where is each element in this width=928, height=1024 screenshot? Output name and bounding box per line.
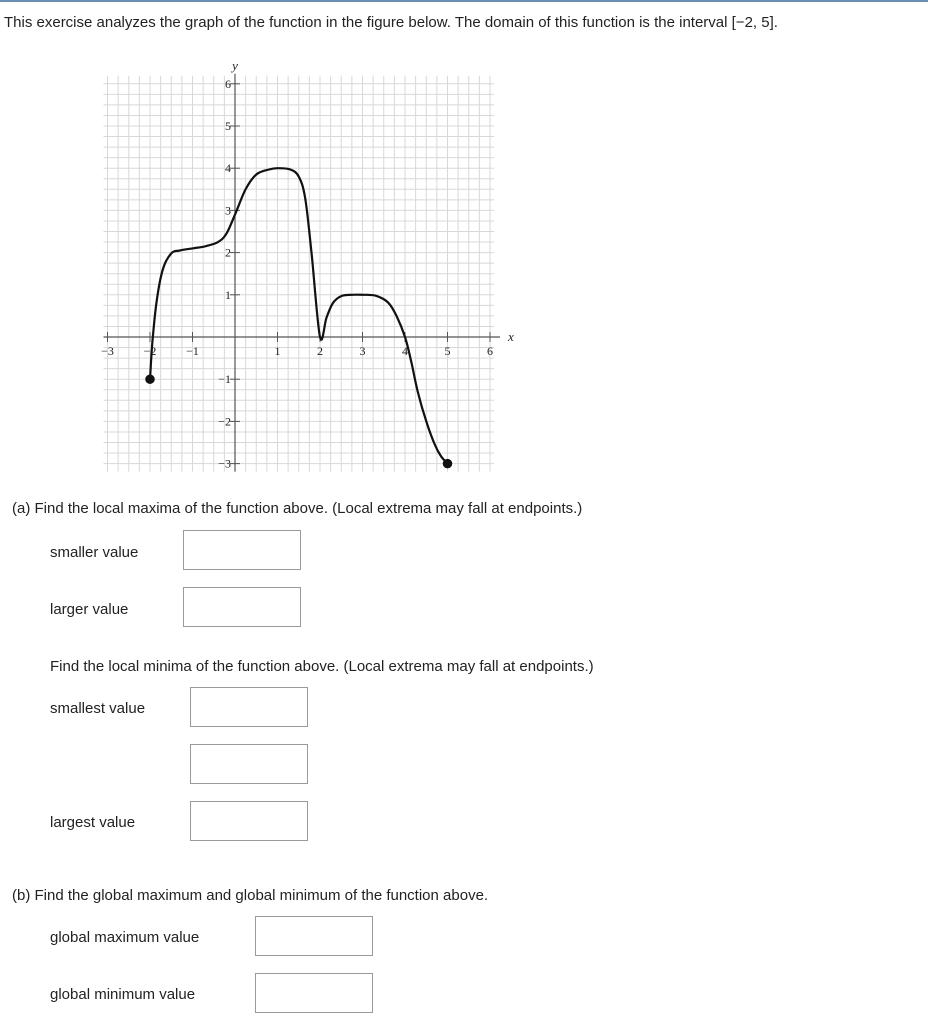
x-tick-label: 4 — [402, 344, 408, 358]
local-max-larger-input[interactable] — [183, 587, 301, 627]
x-tick-label: 5 — [444, 344, 451, 358]
part-b-prompt: (b) Find the global maximum and global minimum of the function above. — [12, 887, 489, 904]
x-tick-label: −3 — [101, 344, 114, 358]
function-graph — [90, 46, 530, 476]
local-max-smaller-input[interactable] — [183, 530, 301, 570]
y-tick-label: 4 — [225, 161, 231, 176]
y-tick-label: −3 — [218, 456, 231, 471]
y-tick-label: 1 — [225, 287, 231, 302]
smallest-value-label: smallest value — [50, 700, 146, 717]
x-tick-label: −2 — [143, 344, 157, 358]
local-min-smallest-input[interactable] — [190, 687, 308, 727]
y-axis-label: y — [232, 57, 238, 73]
y-tick-label: 2 — [225, 245, 231, 260]
local-minima-prompt: Find the local minima of the function above. (Local extrema may fall at endpoints.) — [50, 658, 594, 675]
x-tick-label: 6 — [487, 344, 493, 358]
x-tick-label: 2 — [317, 344, 323, 358]
y-tick-label: −1 — [218, 372, 231, 387]
global-max-label: global maximum value — [50, 929, 200, 946]
y-tick-label: −2 — [218, 414, 231, 429]
x-tick-label: 1 — [274, 344, 281, 358]
largest-value-label: largest value — [50, 814, 136, 831]
y-tick-label: 5 — [225, 119, 231, 133]
y-tick-label: 3 — [225, 203, 231, 218]
endpoint-dot — [146, 375, 154, 383]
global-min-input[interactable] — [255, 973, 373, 1013]
local-min-largest-input[interactable] — [190, 801, 308, 841]
global-min-label: global minimum value — [50, 986, 196, 1003]
larger-value-label: larger value — [50, 601, 129, 618]
smaller-value-label: smaller value — [50, 544, 139, 561]
x-axis-label: x — [508, 329, 514, 344]
y-tick-label: 6 — [225, 76, 231, 91]
x-tick-label: −1 — [186, 344, 199, 358]
exercise-intro: This exercise analyzes the graph of the function in the figure below. The domain of this function is the interval [−2, 5]. — [4, 14, 778, 31]
x-tick-label: 3 — [359, 344, 366, 358]
local-min-middle-input[interactable] — [190, 744, 308, 784]
part-a-maxima-prompt: (a) Find the local maxima of the function above. (Local extrema may fall at endpoints.) — [12, 500, 583, 517]
global-max-input[interactable] — [255, 916, 373, 956]
endpoint-dot — [444, 460, 452, 468]
